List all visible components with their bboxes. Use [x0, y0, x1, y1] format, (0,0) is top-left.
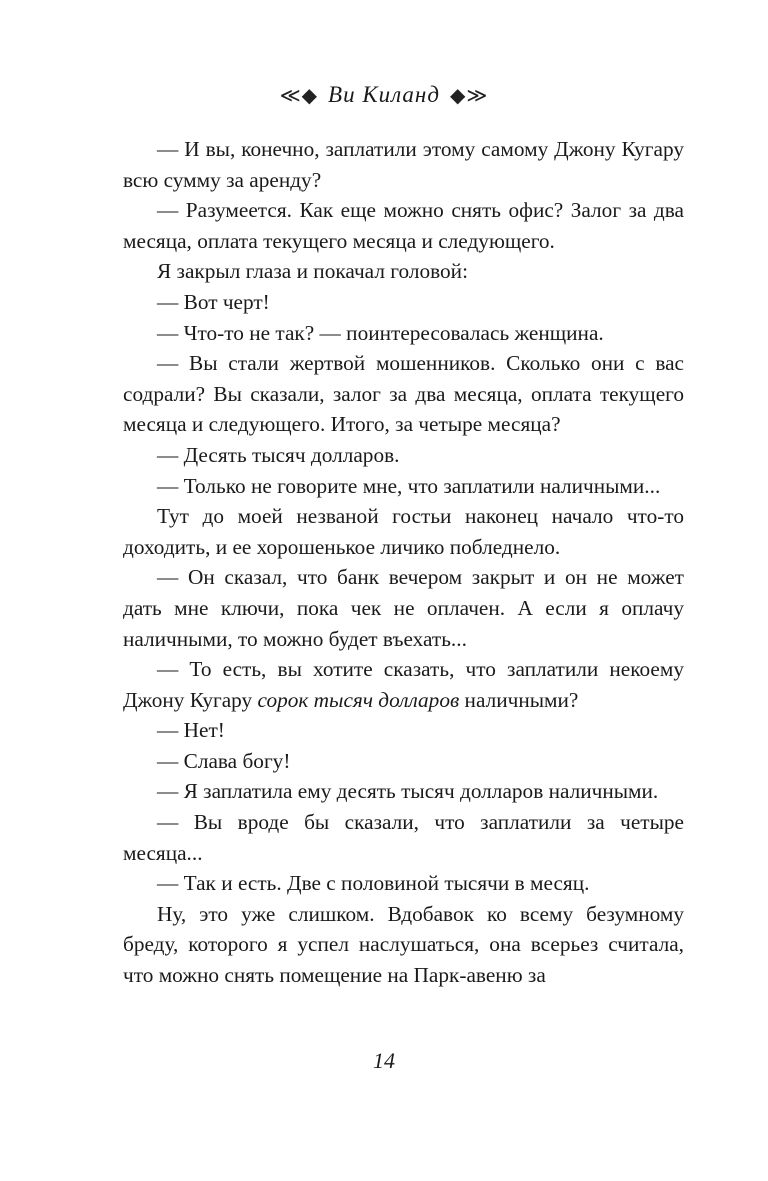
paragraph-12: — Нет! — [157, 718, 225, 743]
paragraph-9: Тут до моей незваной гостьи наконец начало что-то доходить, и ее хорошенькое личико побледнело. — [123, 504, 684, 559]
paragraph-5: — Что-то не так? — поинтересовалась женщина. — [157, 320, 604, 345]
paragraph-16: — Так и есть. Две с половиной тысячи в месяц. — [157, 871, 590, 896]
paragraph-4: — Вот черт! — [157, 289, 270, 314]
paragraph-8: — Только не говорите мне, что заплатили наличными... — [157, 473, 661, 498]
ornament-right-icon: ◆≫ — [449, 84, 489, 107]
paragraph-11-after: наличными? — [459, 687, 579, 712]
paragraph-11-emphasis: сорок тысяч долларов — [257, 687, 460, 712]
paragraph-7: — Десять тысяч долларов. — [157, 442, 400, 467]
paragraph-6: — Вы стали жертвой мошенников. Сколько они с вас содрали? Вы сказали, залог за два месяца, оплата текущего месяца и следующего. Итого, за четыре месяца? — [123, 351, 684, 437]
body-text — [123, 134, 684, 991]
running-header — [0, 82, 768, 108]
paragraph-14: — Я заплатила ему десять тысяч долларов наличными. — [157, 779, 659, 804]
paragraph-11 — [123, 654, 684, 715]
paragraph-17: Ну, это уже слишком. Вдобавок ко всему безумному бреду, которого я успел наслушаться, она всерьез считала, что можно снять помещение на Парк-авеню за — [123, 901, 684, 988]
paragraph-13: — Слава богу! — [157, 748, 291, 773]
paragraph-2: — Разумеется. Как еще можно снять офис? Залог за два месяца, оплата текущего месяца и следующего. — [123, 198, 684, 253]
page-number: 14 — [373, 1048, 395, 1073]
paragraph-3: Я закрыл глаза и покачал головой: — [157, 259, 468, 284]
paragraph-1: — И вы, конечно, заплатили этому самому Джону Кугару всю сумму за аренду? — [123, 137, 684, 192]
paragraph-11-before: — То есть, вы хотите сказать, что заплатили некоему Джону Кугару — [123, 657, 684, 712]
paragraph-10: — Он сказал, что банк вечером закрыт и он не может дать мне ключи, пока чек не оплачен. А если я оплачу наличными, то можно будет въехать... — [123, 565, 684, 651]
ornament-left-icon: ≪◆ — [279, 84, 319, 107]
author-name: Ви Киланд — [328, 82, 440, 107]
paragraph-15: — Вы вроде бы сказали, что заплатили за четыре месяца... — [123, 810, 684, 865]
